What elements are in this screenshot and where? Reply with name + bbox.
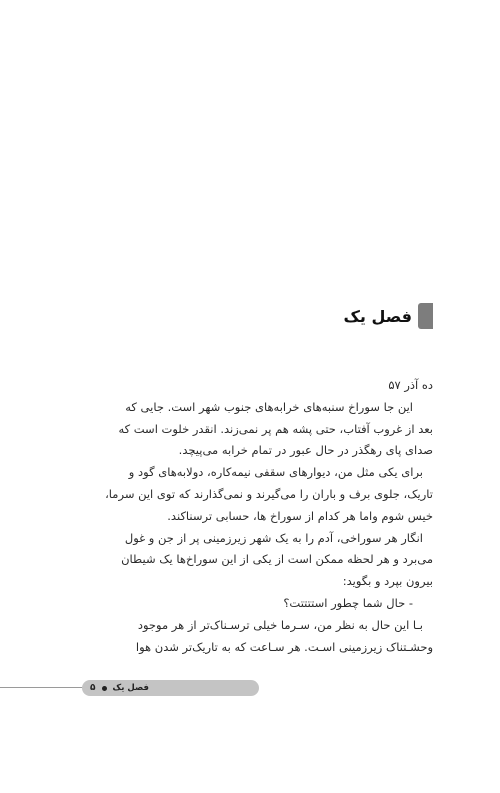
text-line: بعد از غروب آفتاب، حتی پشه هم پر نمی‌زند. انقدر خلوت است که — [118, 421, 433, 436]
footer-chapter-label: فصل یک — [112, 683, 149, 693]
text-line: بیرون بپرد و بگوید: — [342, 574, 433, 589]
text-line: بـا این حال به نظر من، سـرما خیلی ترسـناک‌تر از هر موجود — [137, 617, 423, 632]
text-line: - حال شما چطور استتتتت؟ — [283, 595, 413, 610]
text-line: انگار هر سوراخی، آدم را به یک شهر زیرزمینی پر از جن و غول — [124, 530, 423, 545]
chapter-heading — [344, 303, 433, 329]
text-line: تاریک، جلوی برف و باران را می‌گیرند و نمی‌گذارند که توی این سرما، — [105, 486, 433, 501]
text-line-date: ده آذر ۵۷ — [388, 378, 433, 392]
text-line: می‌برد و هر لحظه ممکن است از یکی از این سوراخ‌ها یک شیطان — [121, 552, 433, 567]
body-text — [80, 375, 433, 658]
footer-page-indicator — [82, 680, 259, 696]
text-line: وحشـتناک زیرزمینی اسـت. هر سـاعت که به تاریک‌تر شدن هوا — [135, 639, 433, 654]
text-line: این جا سوراخ سنبه‌های خرابه‌های جنوب شهر است. جایی که — [125, 399, 413, 414]
chapter-title: فصل یک — [343, 306, 412, 326]
footer-rule — [0, 687, 90, 688]
bullet-dot-icon — [102, 686, 107, 691]
text-line: صدای پای رهگذر در حال عبور در تمام خرابه می‌پیچد. — [178, 443, 433, 458]
text-line: خیس شوم واما هر کدام از سوراخ ها، حسابی ترسناکند. — [167, 508, 433, 523]
text-line: برای یکی مثل من، دیوارهای سقفی نیمه‌کاره، دولابه‌های گود و — [128, 465, 423, 480]
chapter-marker-block — [418, 303, 433, 329]
page-number: ۵ — [90, 683, 96, 693]
